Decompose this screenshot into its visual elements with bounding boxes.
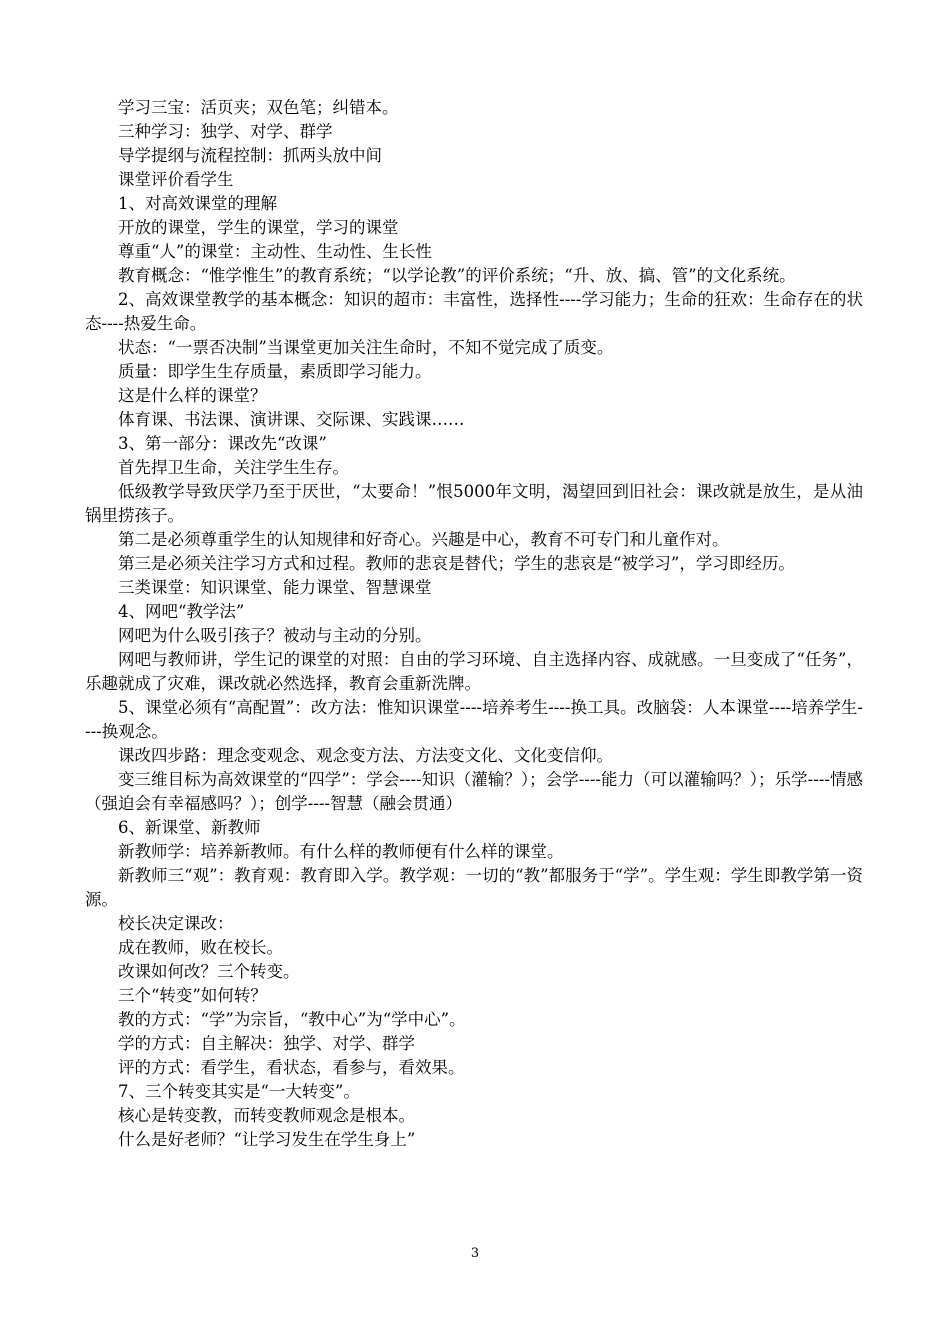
paragraph: 低级教学导致厌学乃至于厌世，“太要命！”恨5000年文明，渴望回到旧社会：课改就是放生，是从油锅里捞孩子。 [85,482,863,525]
paragraph: 质量：即学生生存质量，素质即学习能力。 [118,362,432,381]
paragraph: 评的方式：看学生，看状态，看参与，看效果。 [118,1058,465,1077]
paragraph: 核心是转变教，而转变教师观念是根本。 [118,1106,415,1125]
paragraph: 学的方式：自主解决：独学、对学、群学 [118,1034,415,1053]
paragraph: 改课如何改？三个转变。 [118,962,300,981]
paragraph: 课改四步路：理念变观念、观念变方法、方法变文化、文化变信仰。 [118,746,613,765]
section-heading: 4、网吧“教学法” [118,602,245,621]
paragraph: 教的方式：“学”为宗旨，“教中心”为“学中心”。 [118,1010,466,1029]
paragraph: 校长决定课改： [118,914,234,933]
paragraph: 课堂评价看学生 [118,170,234,189]
paragraph: 第三是必须关注学习方式和过程。教师的悲哀是替代；学生的悲哀是“被学习”，学习即经历。 [118,554,795,573]
paragraph: 网吧为什么吸引孩子？被动与主动的分别。 [118,626,432,645]
page-number: 3 [470,1246,480,1261]
paragraph: 开放的课堂，学生的课堂，学习的课堂 [118,218,399,237]
paragraph: 这是什么样的课堂？ [118,386,267,405]
section-heading: 1、对高效课堂的理解 [118,194,277,213]
paragraph: 三类课堂：知识课堂、能力课堂、智慧课堂 [118,578,432,597]
paragraph: 变三维目标为高效课堂的“四学”：学会----知识（灌输？）；会学----能力（可以灌输吗？）；乐学----情感（强迫会有幸福感吗？）；创学----智慧（融会贯通） [85,770,863,813]
section-heading: 3、第一部分：课改先“改课” [118,434,327,453]
paragraph: 什么是好老师？“让学习发生在学生身上” [118,1130,416,1149]
document-body [85,96,863,1152]
paragraph: 导学提纲与流程控制：抓两头放中间 [118,146,382,165]
paragraph: 新教师三“观”：教育观：教育即入学。教学观：一切的“教”都服务于“学”。学生观：学生即教学第一资源。 [85,866,863,909]
paragraph: 网吧与教师讲，学生记的课堂的对照：自由的学习环境、自主选择内容、成就感。一旦变成了“任务”，乐趣就成了灾难，课改就必然选择，教育会重新洗牌。 [85,650,863,693]
paragraph: 状态：“一票否决制”当课堂更加关注生命时，不知不觉完成了质变。 [118,338,614,357]
paragraph: 教育概念：“惟学惟生”的教育系统；“以学论教”的评价系统；“升、放、搞、管”的文化系统。 [118,266,796,285]
paragraph: 体育课、书法课、演讲课、交际课、实践课…… [118,410,465,429]
paragraph: 成在教师，败在校长。 [118,938,283,957]
paragraph: 三个“转变”如何转？ [118,986,267,1005]
paragraph: 第二是必须尊重学生的认知规律和好奇心。兴趣是中心，教育不可专门和儿童作对。 [118,530,729,549]
section-heading: 7、三个转变其实是“一大转变”。 [118,1082,360,1101]
paragraph: 新教师学：培养新教师。有什么样的教师便有什么样的课堂。 [118,842,564,861]
paragraph: 学习三宝：活页夹；双色笔；纠错本。 [118,98,399,117]
section-heading: 2、高效课堂教学的基本概念：知识的超市：丰富性，选择性----学习能力；生命的狂欢：生命存在的状态----热爱生命。 [85,290,863,333]
section-heading: 5、课堂必须有“高配置”：改方法：惟知识课堂----培养考生----换工具。改脑袋：人本课堂----培养学生----换观念。 [85,698,863,741]
paragraph: 首先捍卫生命，关注学生生存。 [118,458,349,477]
paragraph: 尊重“人”的课堂：主动性、生动性、生长性 [118,242,432,261]
paragraph: 三种学习：独学、对学、群学 [118,122,333,141]
section-heading: 6、新课堂、新教师 [118,818,261,837]
